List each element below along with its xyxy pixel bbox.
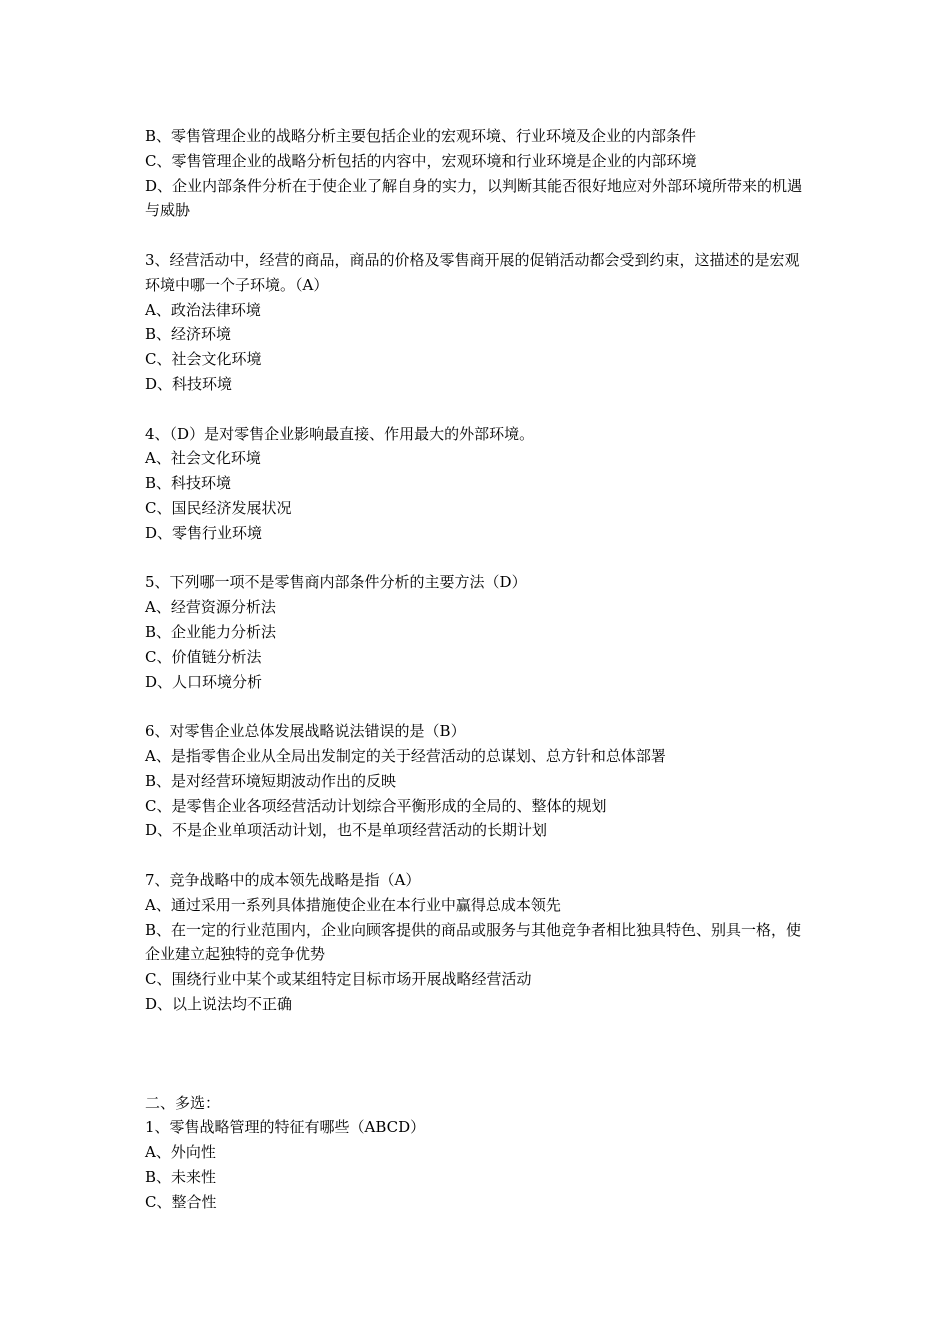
option-text: A、社会文化环境 (145, 449, 261, 468)
option-text: A、通过采用一系列具体措施使企业在本行业中赢得总成本领先 (145, 895, 561, 914)
option-text: B、科技环境 (145, 474, 232, 493)
option-text: C、价值链分析法 (145, 647, 262, 666)
document-body (145, 124, 813, 1215)
option-text: A、是指零售企业从全局出发制定的关于经营活动的总谋划、总方针和总体部署 (145, 746, 666, 765)
question-text: 1、零售战略管理的特征有哪些（ABCD） (145, 1118, 426, 1137)
option-text: C、国民经济发展状况 (145, 498, 292, 517)
spacer (145, 694, 813, 719)
option-text: C、零售管理企业的战略分析包括的内容中，宏观环境和行业环境是企业的内部环境 (145, 151, 697, 170)
option-text: A、经营资源分析法 (145, 598, 276, 617)
question-text: 4、（D）是对零售企业影响最直接、作用最大的外部环境。 (145, 424, 535, 443)
spacer (145, 843, 813, 868)
option-text: B、未来性 (145, 1168, 217, 1187)
option-text: D、不是企业单项活动计划，也不是单项经营活动的长期计划 (145, 821, 548, 840)
spacer (145, 223, 813, 248)
question-text: 3、经营活动中，经营的商品，商品的价格及零售商开展的促销活动都会受到约束，这描述的是宏观环境中哪一个子环境。（A） (145, 250, 800, 294)
question-text: 6、对零售企业总体发展战略说法错误的是（B） (145, 722, 466, 741)
spacer (145, 1017, 813, 1091)
option-text: C、社会文化环境 (145, 350, 262, 369)
option-text: B、企业能力分析法 (145, 622, 277, 641)
option-text: B、在一定的行业范围内，企业向顾客提供的商品或服务与其他竞争者相比独具特色、别具一格，使企业建立起独特的竞争优势 (145, 920, 802, 964)
option-text: B、零售管理企业的战略分析主要包括企业的宏观环境、行业环境及企业的内部条件 (145, 127, 697, 145)
option-text: C、是零售企业各项经营活动计划综合平衡形成的全局的、整体的规划 (145, 796, 607, 815)
spacer (145, 397, 813, 422)
question-text: 5、下列哪一项不是零售商内部条件分析的主要方法（D） (145, 573, 527, 592)
option-text: C、围绕行业中某个或某组特定目标市场开展战略经营活动 (145, 970, 532, 989)
option-text: D、人口环境分析 (145, 672, 263, 691)
option-text: C、整合性 (145, 1192, 217, 1211)
option-text: B、经济环境 (145, 325, 232, 344)
section-heading: 二、多选： (145, 1093, 221, 1112)
option-text: D、零售行业环境 (145, 523, 263, 542)
option-text: D、以上说法均不正确 (145, 994, 293, 1013)
question-text: 7、竞争战略中的成本领先战略是指（A） (145, 870, 421, 889)
option-text: B、是对经营环境短期波动作出的反映 (145, 771, 397, 790)
option-text: D、企业内部条件分析在于使企业了解自身的实力，以判断其能否很好地应对外部环境所带来的机遇与威胁 (145, 176, 803, 220)
option-text: A、外向性 (145, 1143, 216, 1162)
option-text: D、科技环境 (145, 374, 233, 393)
option-text: A、政治法律环境 (145, 300, 261, 319)
spacer (145, 546, 813, 571)
